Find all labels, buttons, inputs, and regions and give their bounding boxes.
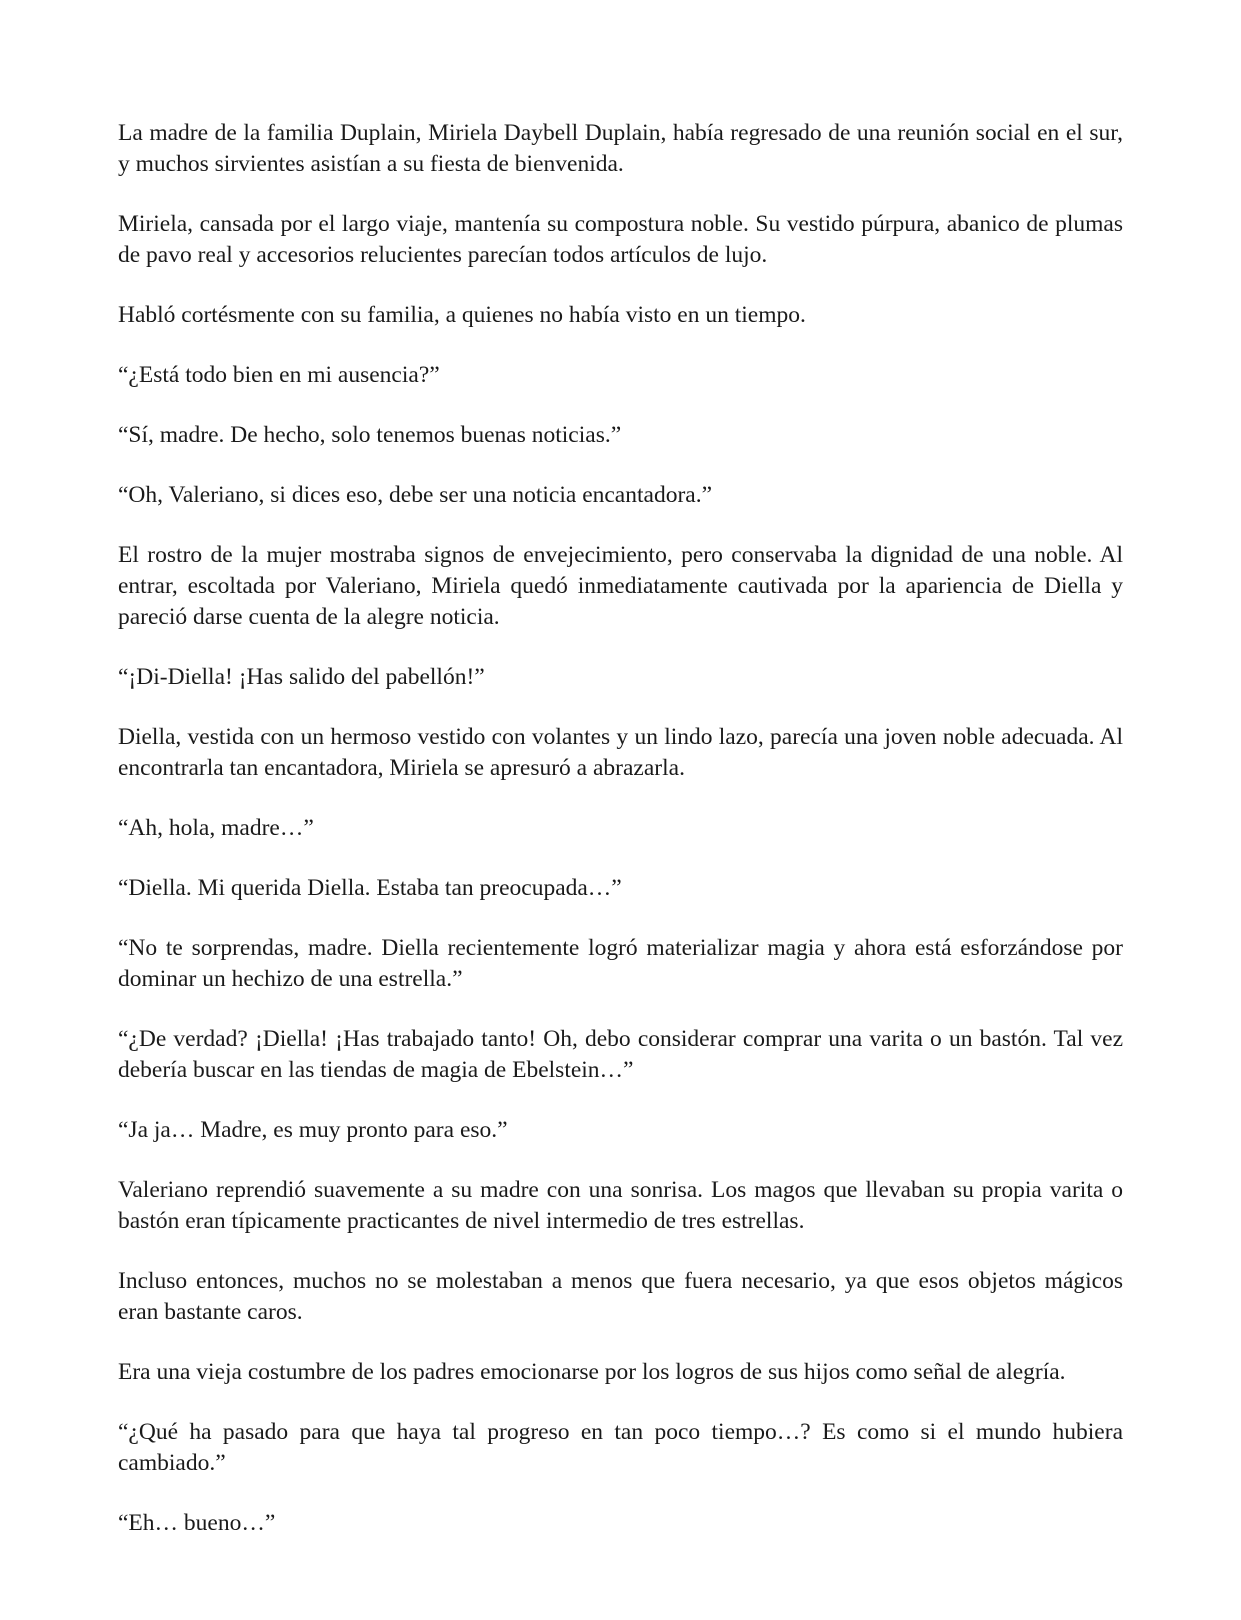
dialogue-line-6: “Diella. Mi querida Diella. Estaba tan preocupada…”	[118, 875, 622, 901]
paragraph-3: Habló cortésmente con su familia, a quienes no había visto en un tiempo.	[118, 302, 806, 328]
dialogue-line-8: “¿De verdad? ¡Diella! ¡Has trabajado tanto! Oh, debo considerar comprar una varita o un bastón. Tal vez debería buscar en las tiendas de magia de Ebelstein…”	[118, 1026, 1123, 1083]
dialogue-line-1: “¿Está todo bien en mi ausencia?”	[118, 362, 440, 388]
paragraph-6: Valeriano reprendió suavemente a su madre con una sonrisa. Los magos que llevaban su propia varita o bastón eran típicamente practicantes de nivel intermedio de tres estrellas.	[118, 1177, 1123, 1234]
paragraph-8: Era una vieja costumbre de los padres emocionarse por los logros de sus hijos como señal de alegría.	[118, 1359, 1066, 1385]
dialogue-line-5: “Ah, hola, madre…”	[118, 815, 314, 841]
dialogue-line-4: “¡Di-Diella! ¡Has salido del pabellón!”	[118, 664, 485, 690]
dialogue-line-10: “¿Qué ha pasado para que haya tal progreso en tan poco tiempo…? Es como si el mundo hubiera cambiado.”	[118, 1419, 1123, 1476]
paragraph-2: Miriela, cansada por el largo viaje, mantenía su compostura noble. Su vestido púrpura, abanico de plumas de pavo real y accesorios relucientes parecían todos artículos de lujo.	[118, 211, 1123, 268]
dialogue-line-2: “Sí, madre. De hecho, solo tenemos buenas noticias.”	[118, 422, 622, 448]
paragraph-5: Diella, vestida con un hermoso vestido con volantes y un lindo lazo, parecía una joven noble adecuada. Al encontrarla tan encantadora, Miriela se apresuró a abrazarla.	[118, 724, 1123, 781]
paragraph-1: La madre de la familia Duplain, Miriela Daybell Duplain, había regresado de una reunión social en el sur, y muchos sirvientes asistían a su fiesta de bienvenida.	[118, 120, 1123, 177]
paragraph-4: El rostro de la mujer mostraba signos de envejecimiento, pero conservaba la dignidad de una noble. Al entrar, escoltada por Valeriano, Miriela quedó inmediatamente cautivada por la apariencia de Diella y pareció darse cuenta de la alegre noticia.	[118, 542, 1123, 630]
paragraph-7: Incluso entonces, muchos no se molestaban a menos que fuera necesario, ya que esos objetos mágicos eran bastante caros.	[118, 1268, 1123, 1325]
document-body	[118, 118, 1123, 1568]
dialogue-line-7: “No te sorprendas, madre. Diella recientemente logró materializar magia y ahora está esforzándose por dominar un hechizo de una estrella.”	[118, 935, 1123, 992]
dialogue-line-3: “Oh, Valeriano, si dices eso, debe ser una noticia encantadora.”	[118, 482, 713, 508]
dialogue-line-9: “Ja ja… Madre, es muy pronto para eso.”	[118, 1117, 508, 1143]
dialogue-line-11: “Eh… bueno…”	[118, 1510, 276, 1536]
